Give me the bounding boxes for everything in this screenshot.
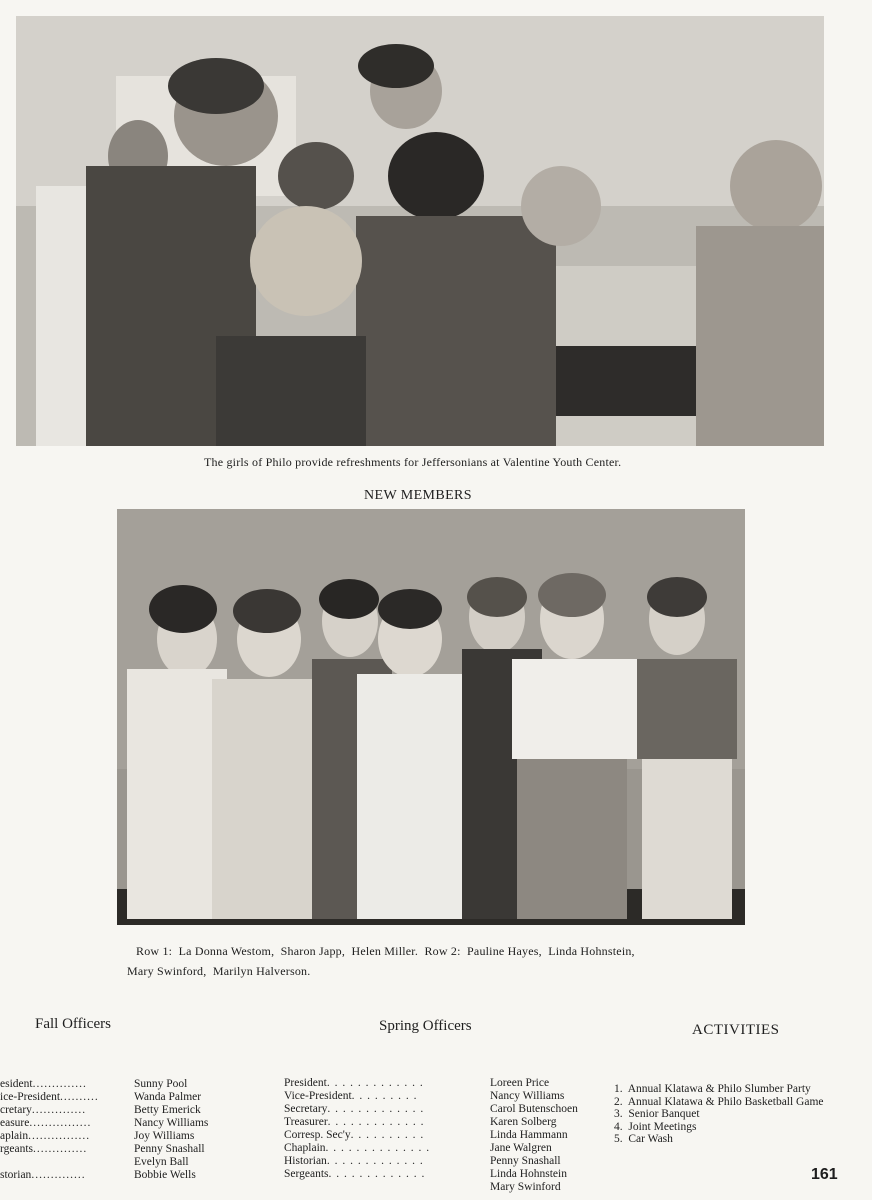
officer-name: Evelyn Ball <box>134 1156 189 1168</box>
officer-title: Corresp. Sec'y <box>284 1129 351 1141</box>
leader-dots <box>284 1181 490 1194</box>
officer-name: Karen Solberg <box>490 1116 557 1128</box>
activity-item: 2. Annual Klatawa & Philo Basketball Game <box>614 1095 824 1108</box>
activity-item: 5. Car Wash <box>614 1133 673 1145</box>
activity-item: 1. Annual Klatawa & Philo Slumber Party <box>614 1083 811 1095</box>
officer-title: Secretary <box>284 1103 328 1115</box>
officer-name: Nancy Williams <box>134 1117 209 1129</box>
officer-title: Historian <box>284 1155 327 1167</box>
fall-officer-row <box>0 1117 232 1130</box>
officer-title: easure <box>0 1117 30 1129</box>
officer-name: Penny Snashall <box>490 1155 561 1167</box>
officer-name: Carol Butenschoen <box>490 1103 578 1115</box>
officer-title: Vice-President <box>284 1090 352 1102</box>
officer-name: Jane Walgren <box>490 1142 552 1154</box>
refreshments-photo-image <box>16 16 824 446</box>
fall-officer-row <box>0 1169 232 1182</box>
leader-dots: . . . . . . . . . <box>351 1090 418 1102</box>
new-members-heading: NEW MEMBERS <box>364 488 472 503</box>
officer-title: Sergeants <box>284 1168 329 1180</box>
officer-title: aplain <box>0 1130 29 1142</box>
officer-name: Linda Hammann <box>490 1129 568 1141</box>
officer-name: Nancy Williams <box>490 1090 565 1102</box>
leader-dots: . . . . . . . . . . . . . <box>327 1103 425 1115</box>
officer-title: esident <box>0 1078 33 1090</box>
officer-name: Bobbie Wells <box>134 1169 196 1181</box>
officer-name: Mary Swinford <box>490 1181 561 1193</box>
activity-item: 4. Joint Meetings <box>614 1120 697 1133</box>
fall-officer-row <box>0 1091 232 1104</box>
refreshments-photo <box>16 16 824 446</box>
leader-dots: .......... <box>60 1091 99 1103</box>
activities-heading: ACTIVITIES <box>692 1022 780 1038</box>
leader-dots: . . . . . . . . . . <box>350 1129 425 1141</box>
officer-name: Loreen Price <box>490 1077 550 1089</box>
spring-officers-heading: Spring Officers <box>379 1018 472 1034</box>
leader-dots: .............. <box>31 1104 87 1116</box>
leader-dots: . . . . . . . . . . . . . <box>326 1155 424 1167</box>
spring-officer-row <box>284 1168 602 1181</box>
officer-title: rgeants <box>0 1143 34 1155</box>
officer-name: Sunny Pool <box>134 1078 188 1090</box>
spring-officers-list <box>284 1077 602 1194</box>
leader-dots: ................ <box>29 1117 92 1129</box>
top-photo-caption: The girls of Philo provide refreshments for Jeffersonians at Valentine Youth Center. <box>204 455 622 469</box>
fall-officer-row <box>0 1104 232 1117</box>
new-members-caption-line-1: Row 1: La Donna Westom, Sharon Japp, Helen Miller. Row 2: Pauline Hayes, Linda Hohnstein, <box>136 944 635 958</box>
spring-officer-row <box>284 1181 602 1194</box>
spring-officer-row <box>284 1142 602 1155</box>
leader-dots: .............. <box>33 1143 88 1155</box>
activities-list <box>614 1083 824 1146</box>
fall-officer-row <box>0 1130 232 1143</box>
spring-officer-row <box>284 1116 602 1129</box>
officer-name: Linda Hohnstein <box>490 1168 567 1180</box>
fall-officer-row <box>0 1156 232 1169</box>
leader-dots <box>0 1156 134 1169</box>
leader-dots: .............. <box>32 1078 87 1090</box>
leader-dots: ................ <box>28 1130 91 1142</box>
page-number: 161 <box>811 1166 838 1183</box>
officer-title: ice-President <box>0 1091 61 1103</box>
spring-officer-row <box>284 1077 602 1090</box>
leader-dots: . . . . . . . . . . . . . <box>328 1168 426 1180</box>
leader-dots: . . . . . . . . . . . . . . <box>325 1142 431 1154</box>
officer-title: cretary <box>0 1104 32 1116</box>
new-members-photo <box>117 509 745 925</box>
officer-title: Treasurer <box>284 1116 328 1128</box>
officer-title: storian <box>0 1169 32 1181</box>
officer-title: President <box>284 1077 327 1089</box>
officer-name: Betty Emerick <box>134 1104 201 1116</box>
officer-name: Joy Williams <box>134 1130 195 1142</box>
new-members-caption-line-2: Mary Swinford, Marilyn Halverson. <box>127 964 311 978</box>
new-members-photo-image <box>117 509 745 925</box>
fall-officer-row <box>0 1078 232 1091</box>
spring-officer-row <box>284 1103 602 1116</box>
officer-name: Wanda Palmer <box>134 1091 202 1103</box>
officer-title: Chaplain <box>284 1142 326 1154</box>
leader-dots: .............. <box>31 1169 86 1181</box>
leader-dots: . . . . . . . . . . . . . <box>327 1116 425 1128</box>
fall-officers-list <box>0 1078 232 1182</box>
fall-officers-heading: Fall Officers <box>35 1016 111 1032</box>
activity-item: 3. Senior Banquet <box>614 1108 700 1120</box>
leader-dots: . . . . . . . . . . . . . <box>326 1077 424 1089</box>
spring-officer-row <box>284 1129 602 1142</box>
officer-name: Penny Snashall <box>134 1143 205 1155</box>
fall-officer-row <box>0 1143 232 1156</box>
spring-officer-row <box>284 1090 602 1103</box>
spring-officer-row <box>284 1155 602 1168</box>
